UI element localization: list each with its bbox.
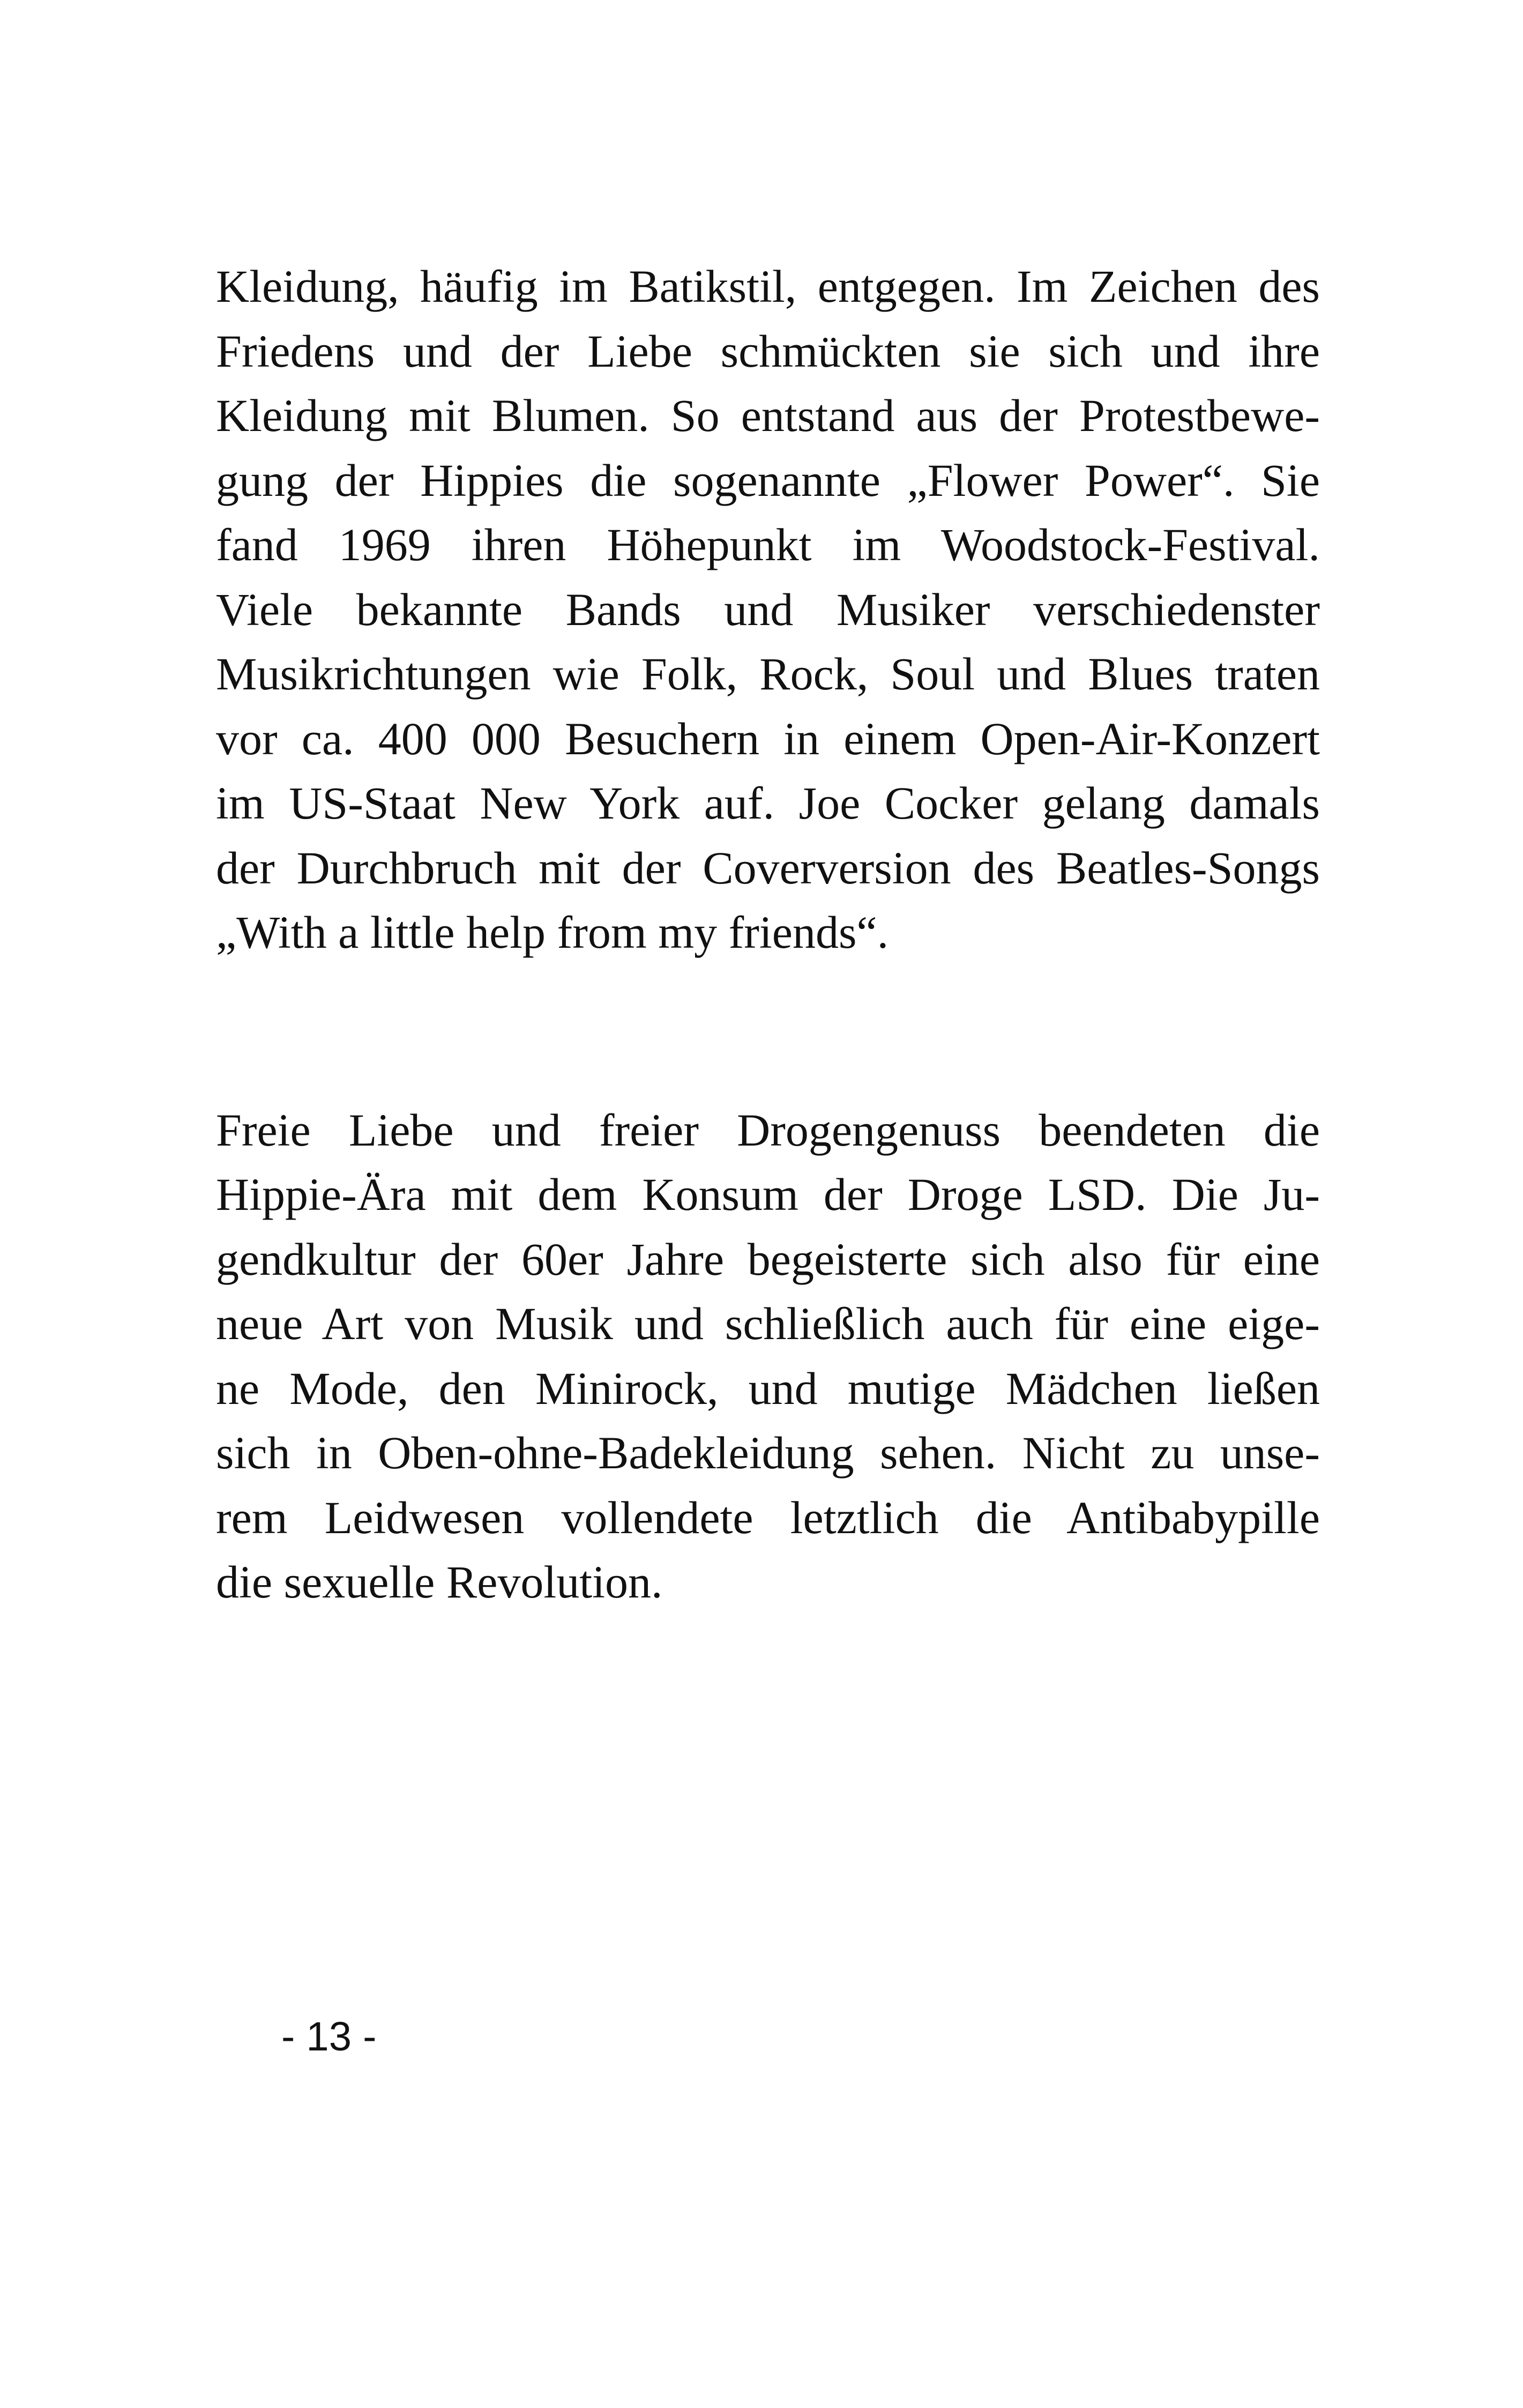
text-line: Kleidung, häufig im Batikstil, entgegen. Im Zeichen des — [216, 261, 1320, 312]
text-line: neue Art von Musik und schließlich auch für eine eige- — [216, 1298, 1320, 1349]
text-line: Freie Liebe und freier Drogengenuss beendeten die — [216, 1104, 1320, 1156]
text-line: im US-Staat New York auf. Joe Cocker gelang damals — [216, 777, 1320, 829]
text-line: sich in Oben-ohne-Badekleidung sehen. Nicht zu unse- — [216, 1427, 1320, 1478]
text-line: „With a little help from my friends“. — [216, 906, 889, 958]
paragraph-1 — [216, 254, 1320, 965]
text-line: fand 1969 ihren Höhepunkt im Woodstock-Festival. — [216, 519, 1320, 570]
text-line: die sexuelle Revolution. — [216, 1556, 663, 1608]
text-line: Kleidung mit Blumen. So entstand aus der Protestbewe- — [216, 390, 1320, 441]
text-line: der Durchbruch mit der Coverversion des Beatles-Songs — [216, 842, 1320, 894]
paragraph-2 — [216, 1098, 1320, 1615]
paragraph-spacer — [216, 965, 1320, 1098]
text-line: vor ca. 400 000 Besuchern in einem Open-Air-Konzert — [216, 712, 1320, 764]
text-line: Viele bekannte Bands und Musiker verschiedenster — [216, 583, 1320, 635]
text-line: gendkultur der 60er Jahre begeisterte sich also für eine — [216, 1233, 1320, 1285]
body-text — [216, 254, 1320, 1615]
text-line: gung der Hippies die sogenannte „Flower Power“. Sie — [216, 454, 1320, 506]
text-line: Friedens und der Liebe schmückten sie sich und ihre — [216, 325, 1320, 377]
text-line: rem Leidwesen vollendete letztlich die Antibabypille — [216, 1491, 1320, 1543]
text-line: Hippie-Ära mit dem Konsum der Droge LSD. Die Ju- — [216, 1169, 1320, 1220]
page-number: - 13 - — [281, 2014, 377, 2060]
text-line: ne Mode, den Minirock, und mutige Mädchen ließen — [216, 1362, 1320, 1414]
text-line: Musikrichtungen wie Folk, Rock, Soul und Blues traten — [216, 648, 1320, 700]
